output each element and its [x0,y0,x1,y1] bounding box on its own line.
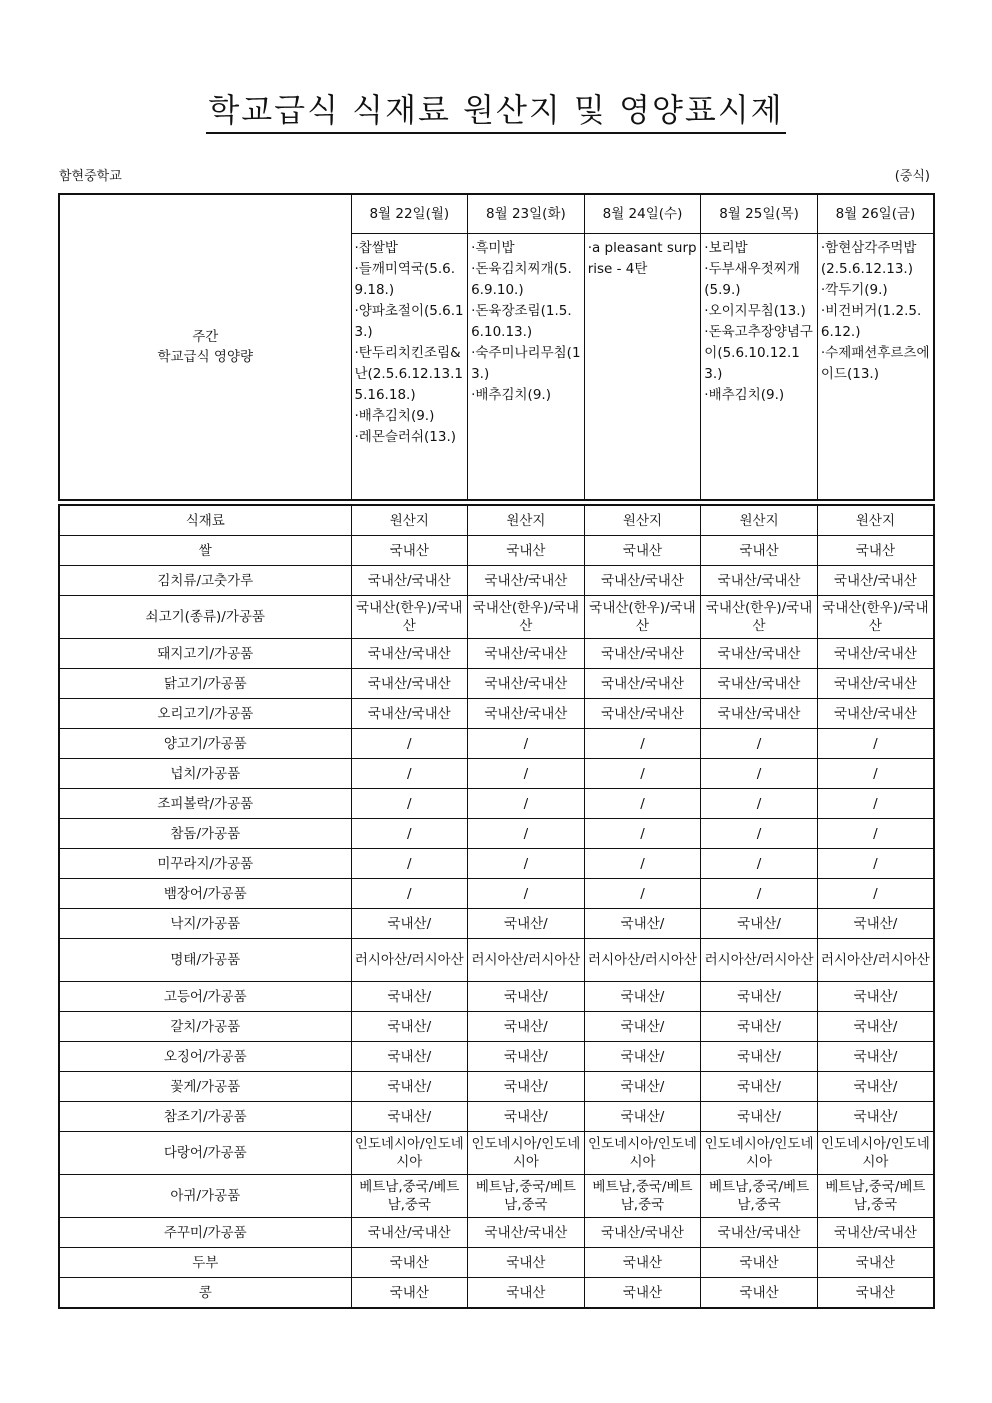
origin-row [59,1132,934,1175]
origin-value: 국내산/국내산 [468,639,585,669]
origin-value: 국내산/ [817,909,934,939]
origin-value: 국내산/ [351,1012,468,1042]
origin-value: 국내산/ [701,1042,818,1072]
origin-row [59,1248,934,1278]
origin-header: 원산지 [468,505,585,536]
origin-value: / [584,759,701,789]
origin-value: / [351,789,468,819]
origin-value: 국내산/국내산 [351,1218,468,1248]
origin-value: 국내산(한우)/국내산 [351,596,468,639]
origin-row [59,759,934,789]
origin-value: / [584,819,701,849]
dish-list [468,234,584,406]
origin-value: 인도네시아/인도네시아 [468,1132,585,1175]
origin-value: / [817,789,934,819]
dish-item: ·돈육장조림(1.5.6.10.13.) [471,303,572,340]
ingredient-name: 아귀/가공품 [59,1175,351,1218]
origin-value: / [701,789,818,819]
ingredient-name: 꽃게/가공품 [59,1072,351,1102]
origin-value: 국내산/국내산 [351,699,468,729]
ingredient-name: 닭고기/가공품 [59,669,351,699]
dish-item: ·레몬슬러쉬(13.) [354,429,456,445]
origin-value: / [584,729,701,759]
menu-cell [701,234,818,501]
origin-value: 러시아산/러시아산 [468,939,585,982]
origin-row [59,1278,934,1309]
menu-cell [584,234,701,501]
origin-value: 국내산/ [584,982,701,1012]
origin-value: 국내산/ [468,1102,585,1132]
ingredient-name: 오징어/가공품 [59,1042,351,1072]
origin-value: 국내산 [584,1248,701,1278]
origin-row [59,1102,934,1132]
ingredient-name: 고등어/가공품 [59,982,351,1012]
origin-value: 국내산 [584,1278,701,1309]
origin-value: 베트남,중국/베트남,중국 [468,1175,585,1218]
date-header: 8월 23일(화) [468,194,585,234]
origin-header: 원산지 [351,505,468,536]
document-title: 학교급식 식재료 원산지 및 영양표시제 [0,88,992,134]
dish-item: ·양파초절이(5.6.13.) [354,303,464,340]
origin-value: 국내산/ [701,1102,818,1132]
origin-value: / [468,729,585,759]
origin-value: 국내산/국내산 [817,669,934,699]
origin-value: 국내산(한우)/국내산 [468,596,585,639]
dish-item: ·흑미밥 [471,240,515,256]
origin-value: 국내산/국내산 [817,1218,934,1248]
origin-value: 인도네시아/인도네시아 [701,1132,818,1175]
origin-value: / [701,879,818,909]
origin-value: 러시아산/러시아산 [584,939,701,982]
origin-row [59,1175,934,1218]
ingredient-name: 갈치/가공품 [59,1012,351,1042]
origin-value: 국내산/ [817,1012,934,1042]
origin-value: 국내산/국내산 [351,669,468,699]
dish-list [352,234,468,448]
origin-row [59,819,934,849]
origin-value: 국내산(한우)/국내산 [701,596,818,639]
origin-value: 베트남,중국/베트남,중국 [584,1175,701,1218]
origin-value: 국내산 [468,1278,585,1309]
meal-type: (중식) [894,169,930,184]
origin-value: 국내산/ [701,909,818,939]
origin-value: 국내산 [468,1248,585,1278]
origin-value: 국내산/국내산 [584,699,701,729]
origin-row [59,789,934,819]
ingredient-name: 오리고기/가공품 [59,699,351,729]
origin-row [59,1218,934,1248]
dish-item: ·돈육김치찌개(5.6.9.10.) [471,261,572,298]
origin-value: / [584,849,701,879]
origin-row [59,1042,934,1072]
origin-value: / [817,759,934,789]
dish-item: ·보리밥 [704,240,748,256]
menu-cell [468,234,585,501]
weekly-menu-table [58,193,935,501]
ingredient-name: 명태/가공품 [59,939,351,982]
origin-value: 국내산/ [468,1072,585,1102]
origin-value: 국내산/국내산 [584,669,701,699]
origin-value: 인도네시아/인도네시아 [817,1132,934,1175]
origin-value: / [701,729,818,759]
origin-value: / [701,819,818,849]
origin-value: 국내산/ [468,982,585,1012]
origin-value: 국내산/ [701,982,818,1012]
ingredient-name: 다랑어/가공품 [59,1132,351,1175]
origin-value: 국내산/국내산 [351,566,468,596]
origin-value: / [584,789,701,819]
nutrition-label-line-2: 학교급식 영양량 [157,349,254,365]
origin-value: 국내산/ [351,1042,468,1072]
origin-value: 국내산 [351,1278,468,1309]
origin-value: 국내산/국내산 [701,566,818,596]
origin-value: 국내산/ [817,1042,934,1072]
origin-value: 국내산/국내산 [701,699,818,729]
origin-row [59,669,934,699]
origin-row [59,849,934,879]
ingredient-name: 주꾸미/가공품 [59,1218,351,1248]
origin-value: / [468,789,585,819]
ingredient-name: 쇠고기(종류)/가공품 [59,596,351,639]
dish-item: ·a pleasant surprise - 4탄 [587,240,697,277]
dish-item: ·수제패션후르츠에이드(13.) [820,345,930,382]
origin-value: 국내산 [817,1278,934,1309]
origin-row [59,939,934,982]
origin-value: / [817,879,934,909]
origin-row [59,1072,934,1102]
origin-value: 국내산/ [584,909,701,939]
origin-value: 인도네시아/인도네시아 [584,1132,701,1175]
origin-value: / [351,729,468,759]
origin-value: 국내산/국내산 [701,1218,818,1248]
origin-value: 러시아산/러시아산 [817,939,934,982]
origin-row [59,639,934,669]
dish-item: ·들깨미역국(5.6.9.18.) [354,261,456,298]
origin-value: / [351,849,468,879]
date-header: 8월 24일(수) [584,194,701,234]
origin-value: 국내산/국내산 [584,639,701,669]
dish-list [701,234,817,406]
date-header: 8월 22일(월) [351,194,468,234]
origin-value: 국내산/ [584,1072,701,1102]
origin-value: 국내산/국내산 [817,639,934,669]
origin-value: 국내산(한우)/국내산 [584,596,701,639]
date-header: 8월 26일(금) [817,194,934,234]
origin-value: 국내산/ [817,1102,934,1132]
origin-row [59,699,934,729]
dish-item: ·비건버거(1.2.5.6.12.) [820,303,922,340]
origin-value: / [468,849,585,879]
dish-list [585,234,701,280]
school-name: 함현중학교 [59,169,122,184]
origin-header-row [59,505,934,536]
origin-value: 국내산 [468,536,585,566]
origin-value: 국내산 [817,536,934,566]
menu-cell [351,234,468,501]
origin-value: 국내산/ [817,982,934,1012]
origin-value: 러시아산/러시아산 [351,939,468,982]
origin-row [59,909,934,939]
nutrition-label-line-1: 주간 [192,329,219,345]
dish-item: ·돈육고추장양념구이(5.6.10.12.13.) [704,324,813,382]
origin-value: 국내산/ [351,1102,468,1132]
ingredient-name: 참조기/가공품 [59,1102,351,1132]
origin-value: / [351,759,468,789]
origin-row [59,982,934,1012]
dish-item: ·깍두기(9.) [820,282,888,298]
origin-value: 베트남,중국/베트남,중국 [817,1175,934,1218]
dish-item: ·배추김치(9.) [704,387,785,403]
ingredient-name: 미꾸라지/가공품 [59,849,351,879]
origin-row [59,536,934,566]
dish-item: ·두부새우젓찌개(5.9.) [704,261,800,298]
origin-value: 국내산/국내산 [701,669,818,699]
origin-value: / [584,879,701,909]
origin-value: 러시아산/러시아산 [701,939,818,982]
origin-value: 국내산/ [351,982,468,1012]
origin-value: / [701,849,818,879]
ingredient-name: 넙치/가공품 [59,759,351,789]
ingredient-header: 식재료 [59,505,351,536]
origin-table [58,504,935,1309]
origin-value: / [701,759,818,789]
ingredient-name: 김치류/고춧가루 [59,566,351,596]
origin-value: 국내산/국내산 [701,639,818,669]
nutrition-label-cell [59,194,351,500]
origin-value: / [817,729,934,759]
origin-row [59,729,934,759]
origin-value: 국내산(한우)/국내산 [817,596,934,639]
origin-header: 원산지 [701,505,818,536]
ingredient-name: 뱀장어/가공품 [59,879,351,909]
origin-value: 국내산 [351,536,468,566]
origin-row [59,1012,934,1042]
origin-value: 국내산/ [468,909,585,939]
origin-value: 인도네시아/인도네시아 [351,1132,468,1175]
origin-value: 국내산/국내산 [584,566,701,596]
ingredient-name: 양고기/가공품 [59,729,351,759]
origin-value: / [351,819,468,849]
ingredient-name: 조피볼락/가공품 [59,789,351,819]
origin-row [59,596,934,639]
origin-value: 국내산/ [701,1072,818,1102]
origin-value: 국내산 [817,1248,934,1278]
ingredient-name: 낙지/가공품 [59,909,351,939]
origin-value: 국내산 [351,1248,468,1278]
origin-value: 국내산 [701,536,818,566]
dish-list [818,234,933,385]
origin-value: 국내산/ [584,1012,701,1042]
ingredient-name: 콩 [59,1278,351,1309]
origin-row [59,879,934,909]
dish-item: ·배추김치(9.) [354,408,435,424]
origin-value: 국내산/국내산 [468,566,585,596]
origin-value: 국내산/국내산 [468,669,585,699]
origin-value: / [351,879,468,909]
origin-value: 국내산/국내산 [468,699,585,729]
origin-value: 국내산/ [584,1102,701,1132]
origin-value: 국내산/국내산 [817,699,934,729]
origin-row [59,566,934,596]
origin-value: 국내산/ [468,1042,585,1072]
origin-value: / [817,849,934,879]
origin-value: 베트남,중국/베트남,중국 [351,1175,468,1218]
origin-value: 베트남,중국/베트남,중국 [701,1175,818,1218]
dish-item: ·배추김치(9.) [471,387,551,403]
dish-item: ·오이지무침(13.) [704,303,806,319]
dish-item: ·함현삼각주먹밥(2.5.6.12.13.) [820,240,917,277]
menu-cell [817,234,934,501]
origin-value: 국내산/ [817,1072,934,1102]
origin-value: 국내산/ [468,1012,585,1042]
origin-value: 국내산 [701,1278,818,1309]
origin-value: / [817,819,934,849]
origin-value: 국내산/ [351,1072,468,1102]
origin-value: / [468,759,585,789]
origin-value: / [468,819,585,849]
ingredient-name: 두부 [59,1248,351,1278]
origin-value: 국내산/국내산 [584,1218,701,1248]
ingredient-name: 돼지고기/가공품 [59,639,351,669]
origin-value: 국내산 [584,536,701,566]
origin-header: 원산지 [817,505,934,536]
origin-value: 국내산 [701,1248,818,1278]
dish-item: ·숙주미나리무침(13.) [471,345,581,382]
ingredient-name: 쌀 [59,536,351,566]
origin-value: / [468,879,585,909]
origin-value: 국내산/ [584,1042,701,1072]
origin-value: 국내산/ [351,909,468,939]
dish-item: ·탄두리치킨조림&난(2.5.6.12.13.15.16.18.) [354,345,463,403]
origin-value: 국내산/국내산 [351,639,468,669]
origin-value: 국내산/ [701,1012,818,1042]
origin-value: 국내산/국내산 [468,1218,585,1248]
origin-header: 원산지 [584,505,701,536]
origin-value: 국내산/국내산 [817,566,934,596]
dish-item: ·찹쌀밥 [354,240,398,256]
date-header: 8월 25일(목) [701,194,818,234]
ingredient-name: 참돔/가공품 [59,819,351,849]
